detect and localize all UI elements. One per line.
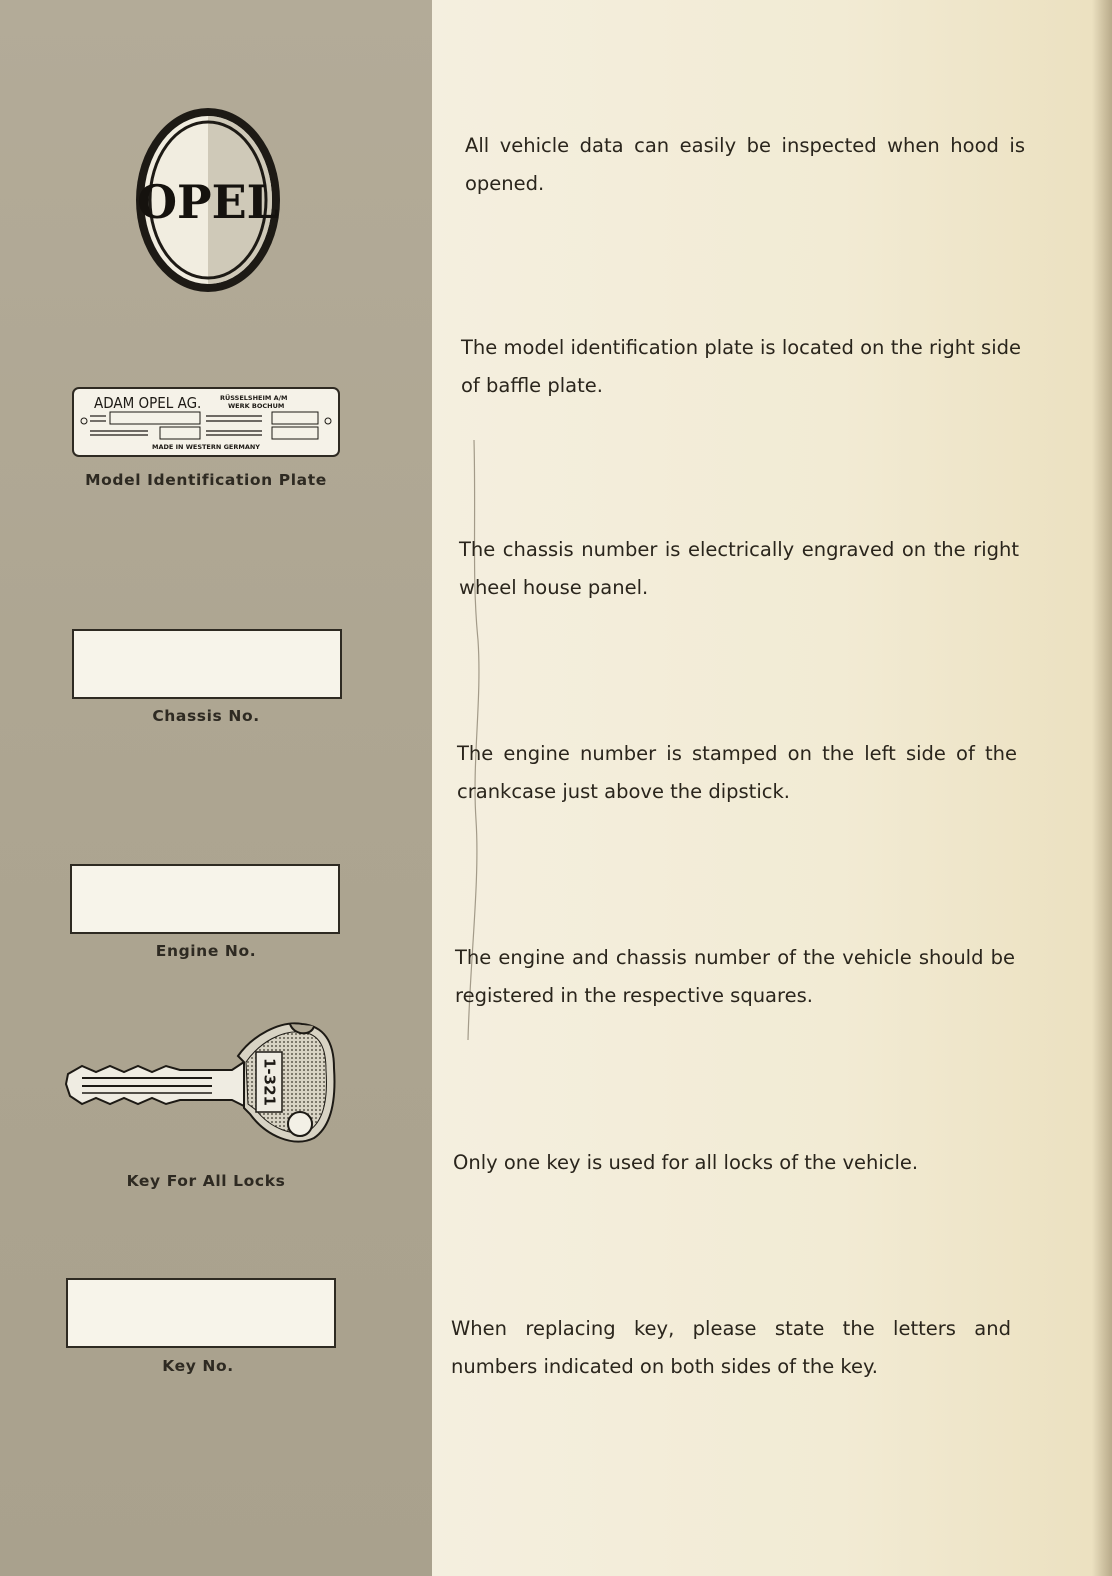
key-caption: Key For All Locks xyxy=(126,1172,286,1190)
paragraph-hood: All vehicle data can easily be inspected when hood is opened. xyxy=(465,134,1025,195)
engine-number-box xyxy=(70,864,340,934)
model-identification-plate-image xyxy=(72,387,340,457)
key-number-box xyxy=(66,1278,336,1348)
engine-caption: Engine No. xyxy=(155,942,257,960)
plate-company: ADAM OPEL AG. xyxy=(94,394,202,412)
logo-text: OPEL xyxy=(136,175,280,229)
paragraph-key: Only one key is used for all locks of the vehicle. xyxy=(453,1151,919,1174)
plate-caption: Model Identification Plate xyxy=(85,471,327,489)
plate-location-top: RÜSSELSHEIM A/M xyxy=(220,394,288,402)
keyno-caption: Key No. xyxy=(162,1357,234,1375)
chassis-number-box xyxy=(72,629,342,699)
paragraph-plate: The model identification plate is located on the right side of baffle plate. xyxy=(461,336,1021,397)
paragraph-replacing: When replacing key, please state the letters and numbers indicated on both sides of the key. xyxy=(451,1317,1011,1378)
left-panel xyxy=(0,0,432,1576)
page-edge xyxy=(1092,0,1112,1576)
key-stamp: 1-321 xyxy=(260,1058,279,1106)
plate-footer: MADE IN WESTERN GERMANY xyxy=(151,443,261,451)
paragraph-chassis: The chassis number is electrically engraved on the right wheel house panel. xyxy=(459,538,1019,599)
paragraph-engine: The engine number is stamped on the left side of the crankcase just above the dipstick. xyxy=(457,742,1017,803)
opel-logo xyxy=(134,106,282,294)
chassis-caption: Chassis No. xyxy=(152,707,260,725)
paragraph-register: The engine and chassis number of the vehicle should be registered in the respective squares. xyxy=(455,946,1015,1007)
key-icon xyxy=(62,1016,342,1146)
plate-location-bottom: WERK BOCHUM xyxy=(228,402,285,410)
